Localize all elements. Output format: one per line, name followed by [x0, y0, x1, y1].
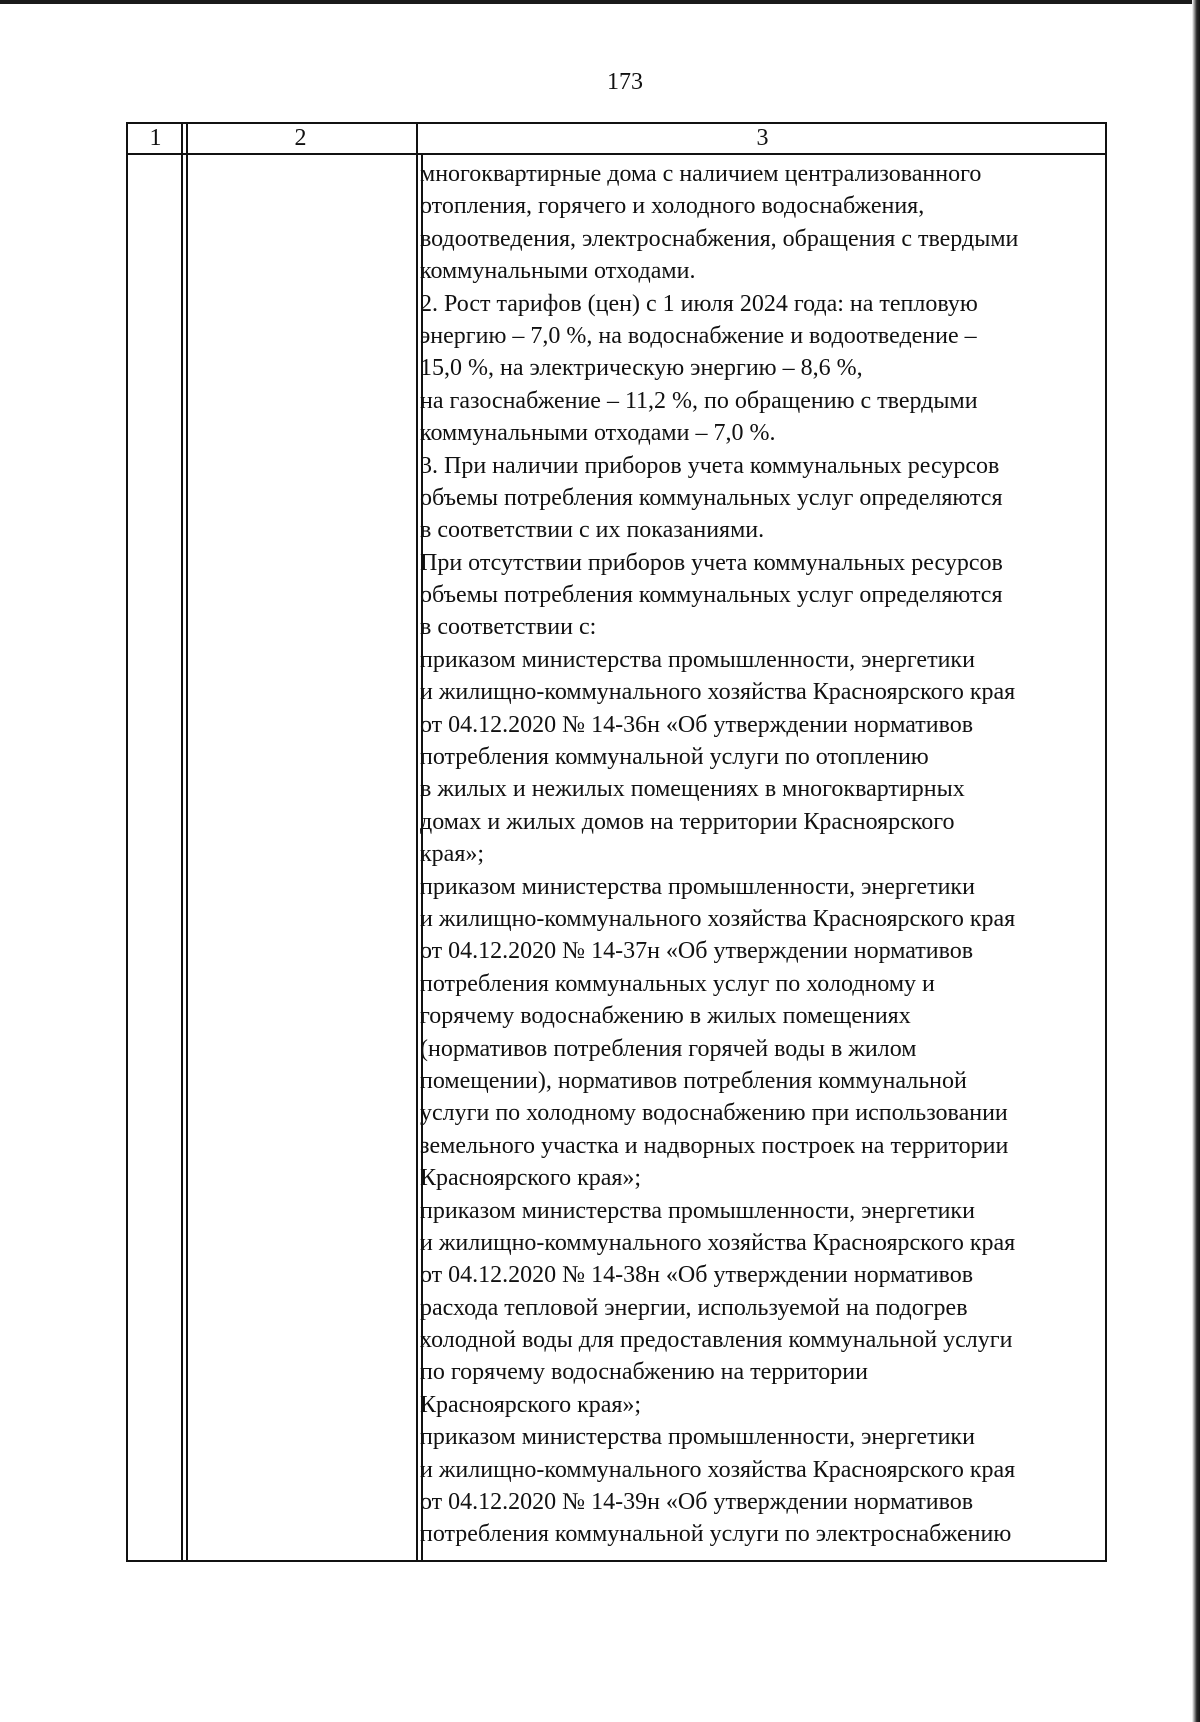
text-line: 2. Рост тарифов (цен) с 1 июля 2024 года: на тепловую — [420, 290, 978, 317]
text-line: объемы потребления коммунальных услуг определяются — [420, 582, 1003, 609]
text-line: 15,0 %, на электрическую энергию – 8,6 %, — [420, 355, 863, 382]
text-line: приказом министерства промышленности, энергетики — [420, 1197, 975, 1224]
column-divider-2 — [416, 124, 418, 1560]
header-cell-1: 1 — [149, 125, 162, 151]
document-table — [126, 122, 1107, 1562]
text-line: 3. При наличии приборов учета коммунальных ресурсов — [420, 452, 1000, 479]
text-line: многоквартирные дома с наличием централизованного — [420, 161, 982, 187]
text-line: объемы потребления коммунальных услуг определяются — [420, 484, 1003, 511]
text-line: потребления коммунальной услуги по электроснабжению — [420, 1521, 1012, 1548]
text-line: и жилищно-коммунального хозяйства Красноярского края — [420, 905, 1016, 932]
text-line: домах и жилых домов на территории Красноярского — [420, 808, 955, 835]
text-line: Красноярского края»; — [420, 1165, 642, 1192]
text-line: водоотведения, электроснабжения, обращения с твердыми — [420, 225, 1019, 252]
text-line: потребления коммунальной услуги по отоплению — [420, 744, 929, 771]
text-line: (нормативов потребления горячей воды в жилом — [420, 1035, 917, 1062]
text-line: от 04.12.2020 № 14-37н «Об утверждении нормативов — [420, 938, 974, 965]
column-divider-1-inner — [186, 124, 188, 1560]
text-line: от 04.12.2020 № 14-36н «Об утверждении нормативов — [420, 711, 974, 738]
text-line: холодной воды для предоставления коммунальной услуги — [420, 1327, 1013, 1354]
text-line: коммунальными отходами. — [420, 258, 696, 285]
text-line: приказом министерства промышленности, энергетики — [420, 646, 975, 673]
scan-border-top — [0, 0, 1200, 4]
text-line: Красноярского края»; — [420, 1391, 642, 1418]
column-3-text — [420, 158, 1108, 1551]
table-header-row — [128, 124, 1105, 155]
text-line: услуги по холодному водоснабжению при использовании — [420, 1100, 1008, 1127]
text-line: расхода тепловой энергии, используемой на подогрев — [420, 1294, 968, 1321]
text-line: от 04.12.2020 № 14-39н «Об утверждении нормативов — [420, 1489, 974, 1516]
text-line: и жилищно-коммунального хозяйства Красноярского края — [420, 1456, 1016, 1483]
text-line: на газоснабжение – 11,2 %, по обращению с твердыми — [420, 387, 978, 414]
text-line: в жилых и нежилых помещениях в многоквартирных — [420, 776, 965, 803]
text-line: отопления, горячего и холодного водоснабжения, — [420, 193, 925, 220]
text-line: приказом министерства промышленности, энергетики — [420, 1424, 975, 1451]
text-line: энергию – 7,0 %, на водоснабжение и водоотведение – — [420, 322, 977, 349]
text-line: земельного участка и надворных построек на территории — [420, 1132, 1009, 1159]
text-line: приказом министерства промышленности, энергетики — [420, 873, 975, 900]
scan-border-right — [1192, 0, 1200, 1722]
text-line: в соответствии с их показаниями. — [420, 517, 765, 544]
text-line: по горячему водоснабжению на территории — [420, 1359, 868, 1386]
text-line: в соответствии с: — [420, 614, 597, 641]
text-line: потребления коммунальных услуг по холодному и — [420, 970, 935, 997]
text-line: коммунальными отходами – 7,0 %. — [420, 420, 776, 447]
text-line: При отсутствии приборов учета коммунальных ресурсов — [420, 549, 1003, 576]
header-cell-3: 3 — [756, 125, 769, 151]
text-line: от 04.12.2020 № 14-38н «Об утверждении нормативов — [420, 1262, 974, 1289]
header-cell-2: 2 — [294, 125, 307, 151]
text-line: и жилищно-коммунального хозяйства Красноярского края — [420, 679, 1016, 706]
column-divider-1 — [181, 124, 183, 1560]
text-line: помещении), нормативов потребления коммунальной — [420, 1067, 967, 1094]
text-line: и жилищно-коммунального хозяйства Красноярского края — [420, 1229, 1016, 1256]
text-line: горячему водоснабжению в жилых помещениях — [420, 1003, 911, 1030]
text-line: края»; — [420, 841, 485, 868]
page-number: 173 — [607, 69, 643, 95]
